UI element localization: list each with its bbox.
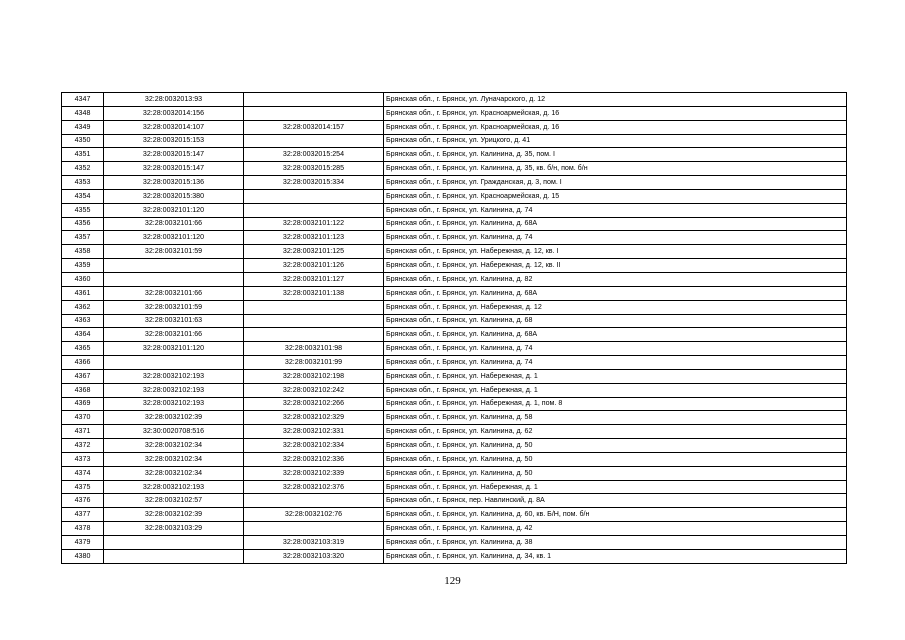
building-cadastral-number-cell: 32:28:0032101:99 <box>244 356 384 370</box>
row-number-cell: 4352 <box>62 162 104 176</box>
land-cadastral-number-cell: 32:28:0032101:66 <box>104 328 244 342</box>
table-row <box>62 272 847 286</box>
row-number-cell: 4371 <box>62 425 104 439</box>
building-cadastral-number-cell: 32:28:0032102:336 <box>244 452 384 466</box>
address-cell: Брянская обл., г. Брянск, ул. Калинина, д. 68А <box>384 217 847 231</box>
land-cadastral-number-cell: 32:28:0032015:147 <box>104 162 244 176</box>
row-number-cell: 4358 <box>62 245 104 259</box>
address-cell: Брянская обл., г. Брянск, ул. Урицкого, д. 41 <box>384 134 847 148</box>
land-cadastral-number-cell: 32:28:0032102:193 <box>104 480 244 494</box>
building-cadastral-number-cell <box>244 134 384 148</box>
address-cell: Брянская обл., г. Брянск, ул. Луначарского, д. 12 <box>384 93 847 107</box>
row-number-cell: 4354 <box>62 189 104 203</box>
address-cell: Брянская обл., г. Брянск, ул. Калинина, д. 42 <box>384 522 847 536</box>
building-cadastral-number-cell: 32:28:0032102:329 <box>244 411 384 425</box>
row-number-cell: 4365 <box>62 342 104 356</box>
table-row <box>62 134 847 148</box>
land-cadastral-number-cell <box>104 272 244 286</box>
row-number-cell: 4379 <box>62 536 104 550</box>
land-cadastral-number-cell: 32:28:0032101:59 <box>104 245 244 259</box>
table-row <box>62 93 847 107</box>
building-cadastral-number-cell: 32:28:0032102:266 <box>244 397 384 411</box>
table-row <box>62 466 847 480</box>
building-cadastral-number-cell: 32:28:0032015:334 <box>244 176 384 190</box>
building-cadastral-number-cell: 32:28:0032101:123 <box>244 231 384 245</box>
building-cadastral-number-cell: 32:28:0032015:254 <box>244 148 384 162</box>
building-cadastral-number-cell: 32:28:0032101:127 <box>244 272 384 286</box>
land-cadastral-number-cell: 32:28:0032102:193 <box>104 369 244 383</box>
address-cell: Брянская обл., г. Брянск, ул. Гражданская, д. 3, пом. I <box>384 176 847 190</box>
table-row <box>62 231 847 245</box>
address-cell: Брянская обл., г. Брянск, ул. Красноармейская, д. 16 <box>384 120 847 134</box>
land-cadastral-number-cell <box>104 549 244 563</box>
land-cadastral-number-cell: 32:28:0032102:34 <box>104 452 244 466</box>
row-number-cell: 4377 <box>62 508 104 522</box>
address-cell: Брянская обл., г. Брянск, ул. Калинина, д. 68А <box>384 328 847 342</box>
row-number-cell: 4353 <box>62 176 104 190</box>
row-number-cell: 4364 <box>62 328 104 342</box>
land-cadastral-number-cell: 32:28:0032102:57 <box>104 494 244 508</box>
table-row <box>62 314 847 328</box>
table-row <box>62 259 847 273</box>
land-cadastral-number-cell: 32:28:0032101:66 <box>104 217 244 231</box>
row-number-cell: 4375 <box>62 480 104 494</box>
land-cadastral-number-cell: 32:28:0032102:193 <box>104 383 244 397</box>
table-row <box>62 245 847 259</box>
address-cell: Брянская обл., г. Брянск, ул. Набережная, д. 1, пом. 8 <box>384 397 847 411</box>
address-cell: Брянская обл., г. Брянск, ул. Калинина, д. 60, кв. Б/Н, пом. б/н <box>384 508 847 522</box>
table-row <box>62 120 847 134</box>
row-number-cell: 4368 <box>62 383 104 397</box>
building-cadastral-number-cell: 32:28:0032102:331 <box>244 425 384 439</box>
table-row <box>62 522 847 536</box>
table-row <box>62 300 847 314</box>
row-number-cell: 4366 <box>62 356 104 370</box>
table-row <box>62 494 847 508</box>
row-number-cell: 4360 <box>62 272 104 286</box>
row-number-cell: 4361 <box>62 286 104 300</box>
row-number-cell: 4376 <box>62 494 104 508</box>
row-number-cell: 4359 <box>62 259 104 273</box>
land-cadastral-number-cell: 32:28:0032102:34 <box>104 439 244 453</box>
building-cadastral-number-cell: 32:28:0032101:126 <box>244 259 384 273</box>
row-number-cell: 4356 <box>62 217 104 231</box>
table-row <box>62 189 847 203</box>
table-row <box>62 439 847 453</box>
building-cadastral-number-cell: 32:28:0032101:98 <box>244 342 384 356</box>
address-cell: Брянская обл., г. Брянск, ул. Калинина, д. 50 <box>384 439 847 453</box>
table-row <box>62 480 847 494</box>
address-cell: Брянская обл., г. Брянск, ул. Калинина, д. 50 <box>384 452 847 466</box>
row-number-cell: 4349 <box>62 120 104 134</box>
land-cadastral-number-cell: 32:28:0032015:380 <box>104 189 244 203</box>
land-cadastral-number-cell: 32:28:0032102:39 <box>104 508 244 522</box>
land-cadastral-number-cell <box>104 356 244 370</box>
address-cell: Брянская обл., г. Брянск, ул. Калинина, д. 74 <box>384 356 847 370</box>
building-cadastral-number-cell: 32:28:0032101:138 <box>244 286 384 300</box>
table-row <box>62 549 847 563</box>
building-cadastral-number-cell: 32:28:0032101:125 <box>244 245 384 259</box>
row-number-cell: 4351 <box>62 148 104 162</box>
building-cadastral-number-cell <box>244 106 384 120</box>
page-number: 129 <box>444 575 461 587</box>
registry-table <box>61 92 847 564</box>
building-cadastral-number-cell: 32:28:0032103:319 <box>244 536 384 550</box>
address-cell: Брянская обл., г. Брянск, ул. Калинина, д. 50 <box>384 466 847 480</box>
building-cadastral-number-cell <box>244 300 384 314</box>
table-row <box>62 286 847 300</box>
address-cell: Брянская обл., г. Брянск, ул. Калинина, д. 58 <box>384 411 847 425</box>
address-cell: Брянская обл., г. Брянск, ул. Набережная, д. 1 <box>384 383 847 397</box>
table-row <box>62 328 847 342</box>
table-row <box>62 452 847 466</box>
address-cell: Брянская обл., г. Брянск, ул. Калинина, д. 68А <box>384 286 847 300</box>
address-cell: Брянская обл., г. Брянск, ул. Калинина, д. 35, кв. б/н, пом. б/н <box>384 162 847 176</box>
table-row <box>62 162 847 176</box>
address-cell: Брянская обл., г. Брянск, ул. Калинина, д. 82 <box>384 272 847 286</box>
row-number-cell: 4372 <box>62 439 104 453</box>
building-cadastral-number-cell <box>244 314 384 328</box>
table-row <box>62 176 847 190</box>
building-cadastral-number-cell: 32:28:0032102:76 <box>244 508 384 522</box>
address-cell: Брянская обл., г. Брянск, ул. Калинина, д. 34, кв. 1 <box>384 549 847 563</box>
row-number-cell: 4357 <box>62 231 104 245</box>
address-cell: Брянская обл., г. Брянск, ул. Калинина, д. 74 <box>384 342 847 356</box>
address-cell: Брянская обл., г. Брянск, ул. Набережная, д. 1 <box>384 480 847 494</box>
table-row <box>62 383 847 397</box>
land-cadastral-number-cell <box>104 259 244 273</box>
land-cadastral-number-cell <box>104 536 244 550</box>
table-row <box>62 106 847 120</box>
building-cadastral-number-cell: 32:28:0032102:376 <box>244 480 384 494</box>
land-cadastral-number-cell: 32:28:0032101:59 <box>104 300 244 314</box>
row-number-cell: 4362 <box>62 300 104 314</box>
registry-table-body <box>62 93 847 564</box>
address-cell: Брянская обл., г. Брянск, ул. Калинина, д. 74 <box>384 231 847 245</box>
building-cadastral-number-cell: 32:28:0032102:242 <box>244 383 384 397</box>
land-cadastral-number-cell: 32:28:0032101:120 <box>104 231 244 245</box>
row-number-cell: 4378 <box>62 522 104 536</box>
building-cadastral-number-cell: 32:28:0032101:122 <box>244 217 384 231</box>
row-number-cell: 4355 <box>62 203 104 217</box>
row-number-cell: 4367 <box>62 369 104 383</box>
row-number-cell: 4373 <box>62 452 104 466</box>
land-cadastral-number-cell: 32:28:0032102:34 <box>104 466 244 480</box>
address-cell: Брянская обл., г. Брянск, ул. Набережная, д. 12, кв. II <box>384 259 847 273</box>
land-cadastral-number-cell: 32:30:0020708:516 <box>104 425 244 439</box>
table-row <box>62 508 847 522</box>
building-cadastral-number-cell: 32:28:0032102:198 <box>244 369 384 383</box>
land-cadastral-number-cell: 32:28:0032103:29 <box>104 522 244 536</box>
table-row <box>62 397 847 411</box>
row-number-cell: 4347 <box>62 93 104 107</box>
land-cadastral-number-cell: 32:28:0032102:39 <box>104 411 244 425</box>
land-cadastral-number-cell: 32:28:0032015:136 <box>104 176 244 190</box>
land-cadastral-number-cell: 32:28:0032101:63 <box>104 314 244 328</box>
land-cadastral-number-cell: 32:28:0032015:147 <box>104 148 244 162</box>
address-cell: Брянская обл., г. Брянск, ул. Набережная, д. 12, кв. I <box>384 245 847 259</box>
land-cadastral-number-cell: 32:28:0032101:66 <box>104 286 244 300</box>
land-cadastral-number-cell: 32:28:0032014:156 <box>104 106 244 120</box>
table-row <box>62 217 847 231</box>
address-cell: Брянская обл., г. Брянск, ул. Набережная, д. 12 <box>384 300 847 314</box>
address-cell: Брянская обл., г. Брянск, ул. Набережная, д. 1 <box>384 369 847 383</box>
land-cadastral-number-cell: 32:28:0032015:153 <box>104 134 244 148</box>
address-cell: Брянская обл., г. Брянск, ул. Красноармейская, д. 15 <box>384 189 847 203</box>
address-cell: Брянская обл., г. Брянск, ул. Калинина, д. 62 <box>384 425 847 439</box>
row-number-cell: 4380 <box>62 549 104 563</box>
land-cadastral-number-cell: 32:28:0032014:107 <box>104 120 244 134</box>
address-cell: Брянская обл., г. Брянск, ул. Красноармейская, д. 16 <box>384 106 847 120</box>
table-row <box>62 411 847 425</box>
land-cadastral-number-cell: 32:28:0032013:93 <box>104 93 244 107</box>
address-cell: Брянская обл., г. Брянск, ул. Калинина, д. 35, пом. I <box>384 148 847 162</box>
building-cadastral-number-cell: 32:28:0032103:320 <box>244 549 384 563</box>
address-cell: Брянская обл., г. Брянск, ул. Калинина, д. 38 <box>384 536 847 550</box>
table-row <box>62 425 847 439</box>
row-number-cell: 4369 <box>62 397 104 411</box>
row-number-cell: 4348 <box>62 106 104 120</box>
building-cadastral-number-cell <box>244 494 384 508</box>
address-cell: Брянская обл., г. Брянск, пер. Навлинский, д. 8А <box>384 494 847 508</box>
building-cadastral-number-cell <box>244 189 384 203</box>
land-cadastral-number-cell: 32:28:0032101:120 <box>104 342 244 356</box>
table-row <box>62 369 847 383</box>
building-cadastral-number-cell <box>244 522 384 536</box>
building-cadastral-number-cell <box>244 328 384 342</box>
building-cadastral-number-cell <box>244 93 384 107</box>
row-number-cell: 4350 <box>62 134 104 148</box>
table-row <box>62 148 847 162</box>
building-cadastral-number-cell: 32:28:0032102:339 <box>244 466 384 480</box>
address-cell: Брянская обл., г. Брянск, ул. Калинина, д. 74 <box>384 203 847 217</box>
land-cadastral-number-cell: 32:28:0032101:120 <box>104 203 244 217</box>
building-cadastral-number-cell: 32:28:0032102:334 <box>244 439 384 453</box>
building-cadastral-number-cell <box>244 203 384 217</box>
row-number-cell: 4374 <box>62 466 104 480</box>
building-cadastral-number-cell: 32:28:0032014:157 <box>244 120 384 134</box>
table-row <box>62 356 847 370</box>
table-row <box>62 203 847 217</box>
address-cell: Брянская обл., г. Брянск, ул. Калинина, д. 68 <box>384 314 847 328</box>
table-row <box>62 342 847 356</box>
table-row <box>62 536 847 550</box>
row-number-cell: 4370 <box>62 411 104 425</box>
row-number-cell: 4363 <box>62 314 104 328</box>
land-cadastral-number-cell: 32:28:0032102:193 <box>104 397 244 411</box>
building-cadastral-number-cell: 32:28:0032015:285 <box>244 162 384 176</box>
